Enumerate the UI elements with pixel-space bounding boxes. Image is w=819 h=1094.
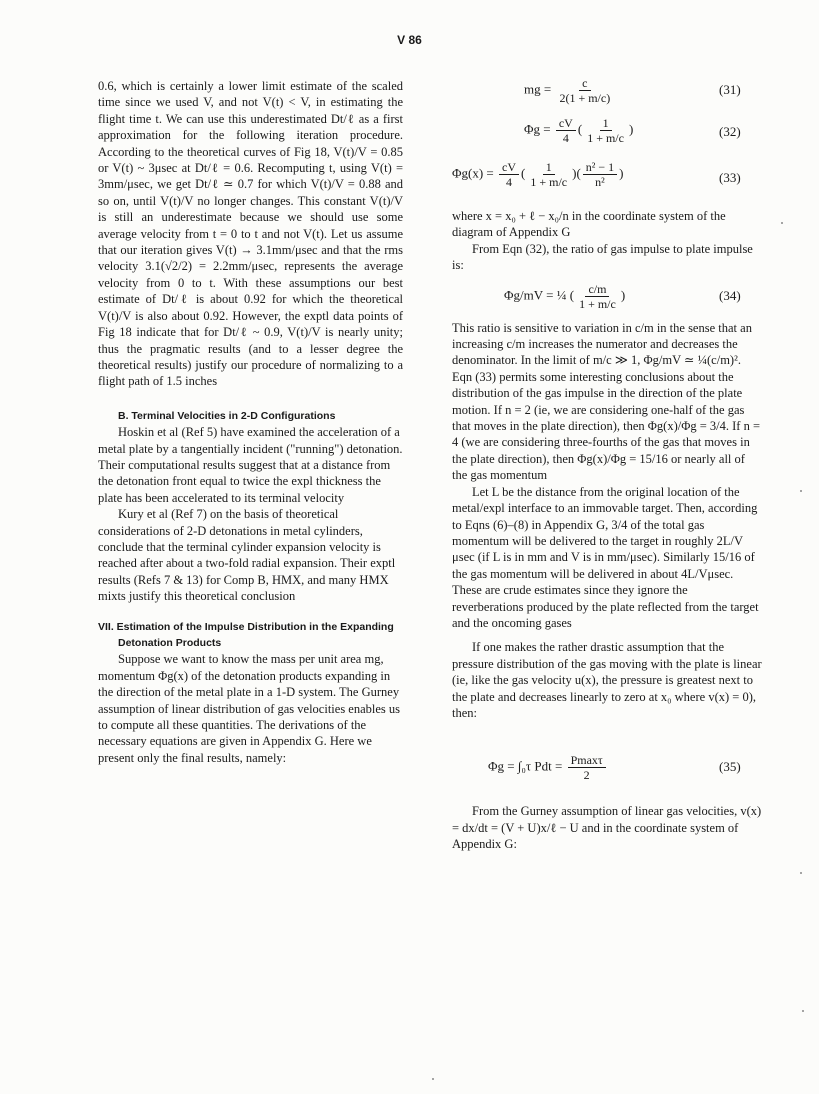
eq34-label: (34) <box>719 287 741 303</box>
equation-34: Φg/mV = ¼ ( $\frac{c/m}{1 + m/c}$ ) (34) <box>504 281 741 311</box>
eq33-coef-num: cV <box>499 160 519 175</box>
eq33-num2: n² − 1 <box>583 160 617 175</box>
eq32-coef-num: cV <box>556 116 576 131</box>
equation-35 <box>452 735 762 803</box>
paragraph-iteration: 0.6, which is certainly a lower limit estimate of the scaled time since we used V, and not V(t) < V, in estimating the flight time t. We can use this underestimated Dt/ℓ as a first approximation for the following iteration procedure. According to the theoretical curves of Fig 18, V(t)/V = 0.85 or V(t) ~ 3μsec at Dt/ℓ = 0.6. Recomputing t, using V(t) = 3mm/μsec, we get Dt/ℓ ≃ 0.7 for which V(t)/V = 0.88 and so on, until V(t)/V no longer changes. This constant V(t)/V is still an underestimate because we should use some average velocity from t = 0 to t and not V(t). Let us assume that our iteration gives V(t) → 3.1mm/μsec and that the rms velocity 3.1(√2/2) = 2.2mm/μsec, represents the average velocity from 0 to t. With these assumptions our best estimate of Dt/ℓ is about 0.92 for which the theoretical V(t)/V is also about 0.92. However, the exptl data points of Fig 18 indicate that for Dt/ℓ ~ 0.9, V(t)/V is nearly unity; thus the pragmatic results (and to a lesser degree the theoretical results) justify our procedure of normalizing to a flight path of 1.5 inches <box>98 79 403 389</box>
eq31-lhs: mg = <box>524 81 552 97</box>
eq34-num: c/m <box>585 282 609 297</box>
paragraph-drastic-assumption: If one makes the rather drastic assumption that the pressure distribution of the gas moving with the plate is linear (ie, like the gas velocity u(x), the pressure is greatest next to the plate and decreases linearly to zero at x₀ where v(x) = 0), then: <box>452 640 762 720</box>
paragraph-hoskin: Hoskin et al (Ref 5) have examined the acceleration of a metal plate by a tangentially incident ("running") detonation. Their computational results suggest that at a distance from the detonation front equal to twice the expl thickness the plate has been accelerated to its terminal velocity <box>98 425 403 505</box>
page-header: V 86 <box>397 33 422 47</box>
eq33-den2: n² <box>595 175 605 189</box>
eq31-denominator: 2(1 + m/c) <box>559 91 611 105</box>
eq35-num: Pmaxτ <box>568 753 606 768</box>
paragraph-from-eqn32: From Eqn (32), the ratio of gas impulse to plate impulse is: <box>452 241 753 273</box>
paragraph-distance-L: Let L be the distance from the original location of the metal/expl interface to an immovable target. Then, according to Eqns (6)–(8) in Appendix G, 3/4 of the total gas momentum will be delivered to the target in roughly 2L/V μsec (if L is in mm and V is in mm/μsec). Similarly 15/16 of the gas momentum will be delivered in about 4L/Vμsec. These are crude estimates since they ignore the reverberations produced by the plate reflected from the target and the oncoming gases <box>452 484 759 630</box>
eq32-den: 1 + m/c <box>587 131 624 145</box>
section-vii-heading: VII. Estimation of the Impulse Distribution in the Expanding Detonation Products <box>98 620 394 649</box>
right-column <box>452 208 762 853</box>
equation-32: Φg = $\frac{cV}{4}$ ( $\frac{1}{1 + m/c}$ ) (32) <box>524 116 741 145</box>
eq35-label: (35) <box>719 759 741 775</box>
eq35-den: 2 <box>583 768 590 783</box>
eq31-label: (31) <box>719 82 741 97</box>
paragraph-kury: Kury et al (Ref 7) on the basis of theoretical considerations of 2-D detonations in metal cylinders, conclude that the terminal cylinder expansion velocity is reached after about a two-fold radial expansion. Their exptl results (Refs 7 & 13) for Comp B, HMX, and many HMX mixts justify this theoretical conclusion <box>98 507 396 604</box>
equation-31 <box>452 74 762 108</box>
section-b-heading: B. Terminal Velocities in 2-D Configurations <box>118 409 336 422</box>
eq33-den1: 1 + m/c <box>530 175 568 189</box>
equation-33: Φg(x) = $\frac{cV}{4}$ ( $\frac{1}{1 + m/c}$ )( $\frac{\text{n² − 1}}{\text{n²}}$ ) (33) <box>452 160 741 189</box>
eq35-lhs: Φg = ∫₀τ Pdt = <box>488 758 563 774</box>
paragraph-where: where x = x₀ + ℓ − x₀/n in the coordinate system of the diagram of Appendix G <box>452 209 726 240</box>
paragraph-ratio: This ratio is sensitive to variation in c/m in the sense that an increasing c/m increases the numerator and decreases the denominator. In the limit of m/c ≫ 1, Φg/mV ≃ ¼(c/m)². Eqn (33) permits some interesting conclusions about the distribution of the gas impulse in the direction of the plate motion. If n = 2 (ie, we are considering one-half of the gas that moves in the plate direction), then Φg(x)/Φg = 3/4. If n = 4 (we are considering three-fourths of the gas that moves in the plate direction), then Φg(x)/Φg = 15/16 or nearly all of the gas momentum <box>452 320 760 483</box>
eq32-num: 1 <box>600 116 612 131</box>
left-column <box>98 78 403 766</box>
paragraph-suppose: Suppose we want to know the mass per unit area mg, momentum Φg(x) of the detonation products expanding in the direction of the metal plate in a 1-D system. The Gurney assumption of linear distribution of gas velocities enables us to compute all these quantities. The derivations of the necessary equations are given in Appendix G. Here we present only the final results, namely: <box>98 652 401 765</box>
eq34-lhs: Φg/mV = ¼ <box>504 287 567 303</box>
eq33-num1: 1 <box>543 160 555 175</box>
eq32-label: (32) <box>719 124 741 139</box>
eq33-label: (33) <box>719 170 741 185</box>
eq32-coef-den: 4 <box>562 131 569 145</box>
eq34-den: 1 + m/c <box>579 296 616 311</box>
paragraph-gurney: From the Gurney assumption of linear gas velocities, v(x) = dx/dt = (V + U)x/ℓ − U and in the coordinate system of Appendix G: <box>452 804 762 852</box>
eq33-coef-den: 4 <box>506 175 512 189</box>
eq32-lhs: Φg = <box>524 121 551 137</box>
eq31-numerator: c <box>579 76 590 91</box>
eq33-lhs: Φg(x) = <box>452 165 494 181</box>
